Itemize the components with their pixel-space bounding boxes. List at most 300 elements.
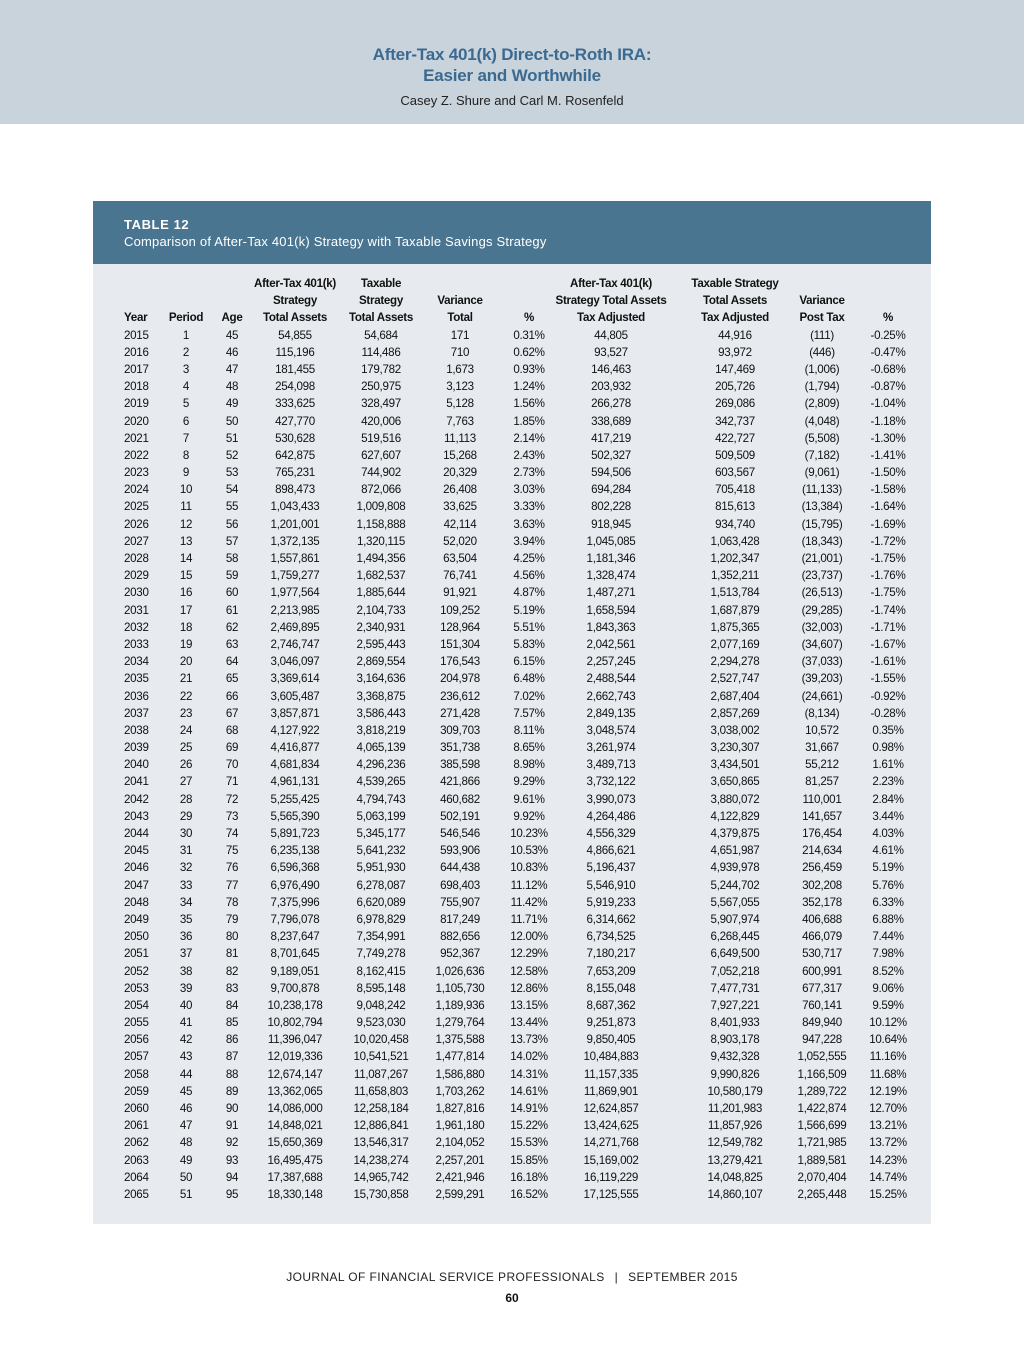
cell-post-tax-pct: 8.52% — [872, 964, 904, 978]
cell-variance-pct: 1.24% — [513, 380, 545, 394]
cell-age: 79 — [225, 912, 239, 926]
cell-taxable-tax-adjusted: 4,651,987 — [710, 844, 760, 858]
cell-age: 65 — [225, 672, 239, 686]
cell-age: 90 — [225, 1102, 239, 1115]
table-row — [93, 825, 931, 842]
cell-age: 72 — [225, 792, 239, 806]
cell-variance-pct: 14.02% — [510, 1050, 548, 1064]
cell-variance-pct: 13.15% — [510, 998, 548, 1012]
cell-taxable-tax-adjusted: 7,927,221 — [710, 998, 760, 1012]
cell-variance-total: 128,964 — [440, 620, 480, 634]
cell-variance-post-tax: (21,001) — [801, 552, 843, 565]
cell-age: 49 — [225, 397, 239, 411]
cell-variance-pct: 5.51% — [513, 620, 545, 634]
cell-after-tax-tax-adjusted: 13,424,625 — [583, 1119, 639, 1133]
cell-taxable-total-assets: 12,258,184 — [353, 1102, 409, 1115]
cell-variance-post-tax: (18,343) — [801, 534, 843, 548]
cell-taxable-total-assets: 2,104,733 — [356, 603, 406, 617]
cell-period: 11 — [180, 500, 192, 514]
cell-taxable-tax-adjusted: 1,687,879 — [710, 603, 760, 617]
cell-age: 95 — [225, 1187, 239, 1201]
cell-variance-post-tax: 110,001 — [802, 792, 842, 806]
cell-post-tax-pct: -0.25% — [870, 328, 906, 342]
cell-taxable-total-assets: 10,020,458 — [353, 1033, 409, 1047]
cell-taxable-tax-adjusted: 10,580,179 — [707, 1084, 763, 1098]
cell-period: 4 — [182, 380, 190, 394]
cell-after-tax-total-assets: 7,796,078 — [270, 912, 320, 926]
cell-variance-pct: 1.56% — [513, 397, 545, 411]
table-row — [93, 413, 931, 430]
cell-variance-pct: 6.48% — [513, 672, 545, 686]
cell-taxable-total-assets: 1,682,537 — [356, 569, 406, 583]
cell-variance-total: 1,703,262 — [435, 1084, 485, 1098]
cell-after-tax-tax-adjusted: 2,488,544 — [586, 672, 636, 686]
cell-post-tax-pct: 1.61% — [872, 758, 904, 772]
cell-period: 29 — [179, 809, 193, 823]
cell-variance-total: 2,257,201 — [435, 1153, 485, 1167]
cell-age: 84 — [225, 998, 239, 1012]
cell-taxable-tax-adjusted: 3,650,865 — [710, 775, 760, 789]
cell-after-tax-total-assets: 4,416,877 — [270, 741, 320, 755]
cell-taxable-total-assets: 420,006 — [361, 414, 401, 428]
cell-after-tax-total-assets: 2,469,895 — [270, 620, 320, 634]
table-row — [93, 653, 931, 670]
cell-variance-pct: 2.73% — [513, 466, 545, 480]
cell-after-tax-total-assets: 9,189,051 — [270, 964, 320, 978]
cell-taxable-tax-adjusted: 815,613 — [715, 500, 755, 514]
cell-year: 2021 — [124, 431, 149, 445]
cell-period: 51 — [179, 1187, 193, 1201]
cell-taxable-tax-adjusted: 8,903,178 — [710, 1033, 760, 1047]
cell-after-tax-tax-adjusted: 8,687,362 — [586, 998, 636, 1012]
cell-age: 91 — [225, 1119, 239, 1133]
cell-variance-pct: 8.11% — [513, 723, 545, 737]
cell-variance-total: 1,279,764 — [435, 1016, 485, 1030]
cell-year: 2064 — [124, 1170, 149, 1184]
cell-taxable-tax-adjusted: 2,077,169 — [710, 637, 760, 651]
cell-age: 83 — [225, 981, 239, 995]
cell-variance-total: 1,477,814 — [435, 1050, 485, 1064]
cell-after-tax-tax-adjusted: 694,284 — [591, 483, 631, 497]
cell-period: 42 — [179, 1033, 193, 1047]
cell-period: 17 — [179, 603, 193, 617]
cell-age: 52 — [225, 448, 239, 462]
cell-variance-total: 26,408 — [443, 483, 477, 497]
cell-variance-pct: 7.57% — [513, 706, 545, 720]
table-row — [93, 842, 931, 859]
data-table — [93, 275, 931, 1203]
cell-taxable-tax-adjusted: 2,687,404 — [710, 689, 760, 703]
cell-after-tax-tax-adjusted: 6,734,525 — [586, 930, 636, 944]
cell-taxable-tax-adjusted: 5,567,055 — [710, 895, 760, 909]
cell-after-tax-tax-adjusted: 502,327 — [591, 448, 631, 462]
cell-year: 2039 — [124, 741, 149, 755]
table-row — [93, 1066, 931, 1083]
cell-post-tax-pct: 5.19% — [872, 861, 904, 875]
cell-after-tax-tax-adjusted: 12,624,857 — [583, 1102, 639, 1115]
cell-period: 48 — [179, 1136, 193, 1150]
cell-after-tax-total-assets: 530,628 — [275, 431, 315, 445]
cell-after-tax-tax-adjusted: 1,328,474 — [586, 569, 636, 583]
cell-period: 3 — [182, 362, 190, 376]
cell-taxable-tax-adjusted: 4,122,829 — [710, 809, 760, 823]
cell-year: 2063 — [124, 1153, 149, 1167]
cell-period: 14 — [179, 552, 193, 565]
cell-year: 2027 — [124, 534, 149, 548]
cell-taxable-total-assets: 1,009,808 — [356, 500, 406, 514]
cell-year: 2029 — [124, 569, 149, 583]
cell-taxable-tax-adjusted: 5,244,702 — [710, 878, 760, 892]
cell-after-tax-tax-adjusted: 3,261,974 — [586, 741, 636, 755]
table-row — [93, 584, 931, 601]
cell-year: 2034 — [124, 655, 149, 669]
cell-variance-total: 20,329 — [443, 466, 477, 480]
cell-variance-total: 882,656 — [440, 930, 480, 944]
cell-year: 2051 — [124, 947, 149, 961]
cell-variance-post-tax: (4,048) — [804, 414, 840, 428]
column-header-variance-pct: % — [523, 311, 534, 325]
cell-taxable-tax-adjusted: 1,202,347 — [710, 552, 760, 565]
cell-after-tax-tax-adjusted: 2,849,135 — [586, 706, 636, 720]
cell-age: 67 — [225, 706, 239, 720]
cell-variance-pct: 4.56% — [513, 569, 545, 583]
table-row — [93, 395, 931, 412]
cell-variance-post-tax: (15,795) — [801, 517, 843, 531]
cell-post-tax-pct: 13.72% — [869, 1136, 907, 1150]
cell-variance-post-tax: (2,809) — [804, 397, 840, 411]
cell-period: 49 — [179, 1153, 193, 1167]
cell-period: 26 — [179, 758, 193, 772]
cell-variance-pct: 1.85% — [513, 414, 545, 428]
column-header-variance-post-tax: Post Tax — [799, 311, 845, 325]
cell-taxable-total-assets: 3,164,636 — [356, 672, 406, 686]
cell-taxable-total-assets: 6,278,087 — [356, 878, 406, 892]
cell-after-tax-tax-adjusted: 3,048,574 — [586, 723, 636, 737]
cell-period: 30 — [179, 827, 193, 840]
cell-variance-post-tax: 214,634 — [802, 844, 842, 858]
column-header-age: Age — [221, 311, 243, 325]
cell-after-tax-total-assets: 333,625 — [275, 397, 315, 411]
cell-year: 2037 — [124, 706, 149, 720]
cell-after-tax-total-assets: 8,701,645 — [270, 947, 320, 961]
table-row — [93, 1083, 931, 1100]
cell-period: 1 — [182, 328, 190, 342]
cell-year: 2018 — [124, 380, 149, 394]
cell-taxable-tax-adjusted: 3,230,307 — [710, 741, 760, 755]
cell-variance-total: 546,546 — [440, 827, 480, 840]
cell-after-tax-total-assets: 3,605,487 — [270, 689, 320, 703]
cell-variance-total: 15,268 — [443, 448, 477, 462]
cell-after-tax-total-assets: 3,046,097 — [270, 655, 320, 669]
cell-taxable-tax-adjusted: 2,857,269 — [710, 706, 760, 720]
cell-taxable-total-assets: 5,345,177 — [356, 827, 406, 840]
cell-age: 92 — [225, 1136, 239, 1150]
cell-after-tax-tax-adjusted: 4,556,329 — [586, 827, 636, 840]
table-caption: Comparison of After-Tax 401(k) Strategy with Taxable Savings Strategy — [124, 234, 547, 249]
cell-post-tax-pct: -0.47% — [870, 345, 906, 359]
cell-variance-pct: 8.98% — [513, 758, 545, 772]
table-row — [93, 516, 931, 533]
cell-after-tax-tax-adjusted: 44,805 — [594, 328, 628, 342]
column-header-variance-total: Total — [447, 311, 473, 325]
cell-taxable-total-assets: 4,296,236 — [356, 758, 406, 772]
cell-year: 2053 — [124, 981, 149, 995]
table-row — [93, 602, 931, 619]
cell-after-tax-tax-adjusted: 338,689 — [591, 414, 631, 428]
cell-age: 80 — [225, 930, 239, 944]
cell-year: 2049 — [124, 912, 149, 926]
cell-after-tax-total-assets: 2,213,985 — [270, 603, 320, 617]
table-header-row — [93, 275, 931, 292]
column-header-variance-total: Variance — [437, 294, 483, 308]
cell-year: 2043 — [124, 809, 149, 823]
cell-variance-total: 151,304 — [440, 637, 480, 651]
cell-after-tax-tax-adjusted: 5,919,233 — [586, 895, 636, 909]
cell-taxable-tax-adjusted: 11,201,983 — [707, 1102, 763, 1115]
cell-period: 12 — [179, 517, 193, 531]
cell-post-tax-pct: -1.71% — [870, 620, 906, 634]
cell-after-tax-tax-adjusted: 2,257,245 — [586, 655, 636, 669]
cell-after-tax-total-assets: 12,674,147 — [267, 1067, 323, 1081]
cell-taxable-tax-adjusted: 9,432,328 — [710, 1050, 760, 1064]
cell-after-tax-tax-adjusted: 11,157,335 — [583, 1067, 639, 1081]
cell-taxable-total-assets: 1,320,115 — [356, 534, 406, 548]
cell-variance-pct: 10.83% — [510, 861, 548, 875]
cell-variance-pct: 0.62% — [513, 345, 545, 359]
column-header-taxable-total-assets: Strategy — [359, 294, 403, 308]
cell-age: 87 — [225, 1050, 239, 1064]
cell-period: 18 — [179, 620, 193, 634]
cell-period: 27 — [179, 775, 193, 789]
cell-post-tax-pct: -1.04% — [870, 397, 906, 411]
cell-year: 2060 — [124, 1102, 149, 1115]
cell-variance-pct: 10.23% — [510, 827, 548, 840]
cell-year: 2057 — [124, 1050, 149, 1064]
cell-after-tax-total-assets: 6,596,368 — [270, 861, 320, 875]
cell-taxable-total-assets: 114,486 — [361, 345, 401, 359]
cell-variance-pct: 3.63% — [513, 517, 545, 531]
cell-variance-pct: 12.86% — [510, 981, 548, 995]
cell-taxable-tax-adjusted: 205,726 — [715, 380, 755, 394]
cell-taxable-total-assets: 5,951,930 — [356, 861, 406, 875]
table-row — [93, 945, 931, 962]
cell-variance-total: 1,189,936 — [435, 998, 485, 1012]
cell-post-tax-pct: -1.69% — [870, 517, 906, 531]
cell-taxable-tax-adjusted: 2,527,747 — [710, 672, 760, 686]
cell-year: 2019 — [124, 397, 149, 411]
cell-age: 78 — [225, 895, 239, 909]
cell-after-tax-total-assets: 54,855 — [278, 328, 312, 342]
cell-period: 24 — [179, 723, 193, 737]
column-header-period: Period — [168, 311, 204, 325]
cell-period: 38 — [179, 964, 193, 978]
cell-age: 46 — [225, 345, 239, 359]
cell-taxable-total-assets: 9,523,030 — [356, 1016, 406, 1030]
cell-post-tax-pct: 4.03% — [872, 827, 904, 840]
cell-age: 54 — [225, 483, 239, 497]
cell-variance-post-tax: 81,257 — [805, 775, 839, 789]
cell-age: 60 — [225, 586, 239, 600]
cell-variance-pct: 15.22% — [510, 1119, 548, 1133]
table-row — [93, 859, 931, 876]
cell-variance-pct: 5.83% — [513, 637, 545, 651]
cell-variance-pct: 9.92% — [513, 809, 545, 823]
cell-taxable-total-assets: 11,658,803 — [353, 1084, 409, 1098]
cell-variance-total: 710 — [450, 345, 470, 359]
cell-variance-total: 1,105,730 — [435, 981, 485, 995]
cell-taxable-total-assets: 9,048,242 — [356, 998, 406, 1012]
cell-period: 16 — [179, 586, 193, 600]
cell-post-tax-pct: -1.75% — [870, 586, 906, 600]
cell-post-tax-pct: 0.35% — [872, 723, 904, 737]
table-label: TABLE 12 — [124, 217, 190, 232]
cell-age: 70 — [225, 758, 239, 772]
cell-after-tax-tax-adjusted: 1,181,346 — [586, 552, 636, 565]
cell-taxable-total-assets: 328,497 — [361, 397, 401, 411]
cell-taxable-tax-adjusted: 422,727 — [715, 431, 755, 445]
cell-period: 31 — [179, 844, 193, 858]
cell-post-tax-pct: 11.68% — [869, 1067, 907, 1081]
cell-age: 74 — [225, 827, 239, 840]
cell-variance-pct: 6.15% — [513, 655, 545, 669]
footer-journal-line — [0, 1270, 1024, 1284]
cell-period: 10 — [179, 483, 193, 497]
cell-after-tax-total-assets: 765,231 — [275, 466, 315, 480]
cell-variance-post-tax: 256,459 — [802, 861, 842, 875]
cell-variance-pct: 15.53% — [510, 1136, 548, 1150]
table-row — [93, 773, 931, 790]
cell-post-tax-pct: 12.70% — [869, 1102, 907, 1115]
column-header-taxable-tax-adjusted: Taxable Strategy — [691, 277, 779, 290]
article-title-line-2: Easier and Worthwhile — [423, 66, 601, 85]
cell-age: 89 — [225, 1084, 239, 1098]
cell-variance-post-tax: 302,208 — [802, 878, 842, 892]
table-row — [93, 636, 931, 653]
cell-variance-pct: 8.65% — [513, 741, 545, 755]
cell-age: 63 — [225, 637, 239, 651]
cell-after-tax-tax-adjusted: 16,119,229 — [583, 1170, 639, 1184]
cell-post-tax-pct: 10.12% — [869, 1016, 907, 1030]
cell-variance-total: 2,104,052 — [435, 1136, 485, 1150]
cell-age: 82 — [225, 964, 239, 978]
cell-variance-total: 755,907 — [440, 895, 480, 909]
cell-age: 45 — [225, 328, 239, 342]
cell-post-tax-pct: -1.75% — [870, 552, 906, 565]
cell-year: 2022 — [124, 448, 149, 462]
cell-taxable-tax-adjusted: 3,434,501 — [710, 758, 760, 772]
cell-after-tax-total-assets: 4,681,834 — [270, 758, 320, 772]
cell-after-tax-tax-adjusted: 146,463 — [591, 362, 631, 376]
cell-age: 62 — [225, 620, 239, 634]
cell-age: 93 — [225, 1153, 239, 1167]
table-row — [93, 1169, 931, 1186]
cell-variance-total: 1,375,588 — [435, 1033, 485, 1047]
cell-taxable-tax-adjusted: 7,477,731 — [710, 981, 760, 995]
table-row — [93, 1134, 931, 1151]
cell-year: 2017 — [124, 362, 149, 376]
table-row — [93, 688, 931, 705]
column-header-taxable-total-assets: Total Assets — [348, 311, 414, 325]
cell-year: 2033 — [124, 637, 149, 651]
cell-period: 41 — [179, 1016, 193, 1030]
cell-variance-post-tax: 406,688 — [802, 912, 842, 926]
cell-taxable-total-assets: 54,684 — [364, 328, 398, 342]
cell-period: 33 — [179, 878, 193, 892]
cell-taxable-tax-adjusted: 705,418 — [715, 483, 755, 497]
cell-variance-total: 33,625 — [443, 500, 477, 514]
cell-taxable-tax-adjusted: 1,875,365 — [710, 620, 760, 634]
cell-period: 13 — [179, 534, 193, 548]
cell-post-tax-pct: -1.18% — [870, 414, 906, 428]
cell-variance-total: 63,504 — [443, 552, 477, 565]
cell-post-tax-pct: -0.87% — [870, 380, 906, 394]
cell-taxable-total-assets: 6,978,829 — [356, 912, 406, 926]
cell-after-tax-tax-adjusted: 1,487,271 — [586, 586, 636, 600]
cell-taxable-total-assets: 10,541,521 — [353, 1050, 409, 1064]
cell-year: 2061 — [124, 1119, 149, 1133]
cell-post-tax-pct: -1.76% — [870, 569, 906, 583]
cell-taxable-total-assets: 6,620,089 — [356, 895, 406, 909]
table-row — [93, 550, 931, 567]
cell-variance-total: 2,421,946 — [435, 1170, 485, 1184]
cell-variance-pct: 14.61% — [510, 1084, 548, 1098]
cell-variance-pct: 2.43% — [513, 448, 545, 462]
cell-after-tax-tax-adjusted: 3,990,073 — [586, 792, 636, 806]
cell-age: 47 — [225, 362, 239, 376]
cell-year: 2040 — [124, 758, 149, 772]
cell-age: 51 — [225, 431, 239, 445]
cell-age: 59 — [225, 569, 239, 583]
cell-taxable-tax-adjusted: 934,740 — [715, 517, 755, 531]
cell-post-tax-pct: 13.21% — [869, 1119, 907, 1133]
cell-variance-total: 593,906 — [440, 844, 480, 858]
cell-taxable-total-assets: 250,975 — [361, 380, 401, 394]
cell-variance-pct: 11.12% — [510, 878, 548, 892]
column-header-after-tax-total-assets: Strategy — [273, 294, 317, 308]
cell-year: 2065 — [124, 1187, 149, 1201]
cell-after-tax-total-assets: 5,891,723 — [270, 827, 320, 840]
cell-post-tax-pct: 10.64% — [869, 1033, 907, 1047]
cell-year: 2020 — [124, 414, 149, 428]
cell-after-tax-total-assets: 2,746,747 — [270, 637, 320, 651]
cell-variance-post-tax: 10,572 — [805, 723, 839, 737]
cell-variance-post-tax: 1,889,581 — [797, 1153, 847, 1167]
cell-after-tax-total-assets: 4,961,131 — [270, 775, 320, 789]
cell-age: 81 — [225, 947, 239, 961]
table-row — [93, 567, 931, 584]
cell-after-tax-total-assets: 10,238,178 — [267, 998, 323, 1012]
cell-after-tax-total-assets: 1,372,135 — [270, 534, 320, 548]
cell-variance-post-tax: 466,079 — [802, 930, 842, 944]
cell-taxable-tax-adjusted: 11,857,926 — [707, 1119, 763, 1133]
page-number: 60 — [505, 1291, 519, 1305]
cell-variance-total: 42,114 — [443, 517, 477, 531]
table-row — [93, 894, 931, 911]
cell-variance-post-tax: (39,203) — [801, 672, 843, 686]
cell-variance-post-tax: (23,737) — [801, 569, 843, 583]
cell-variance-pct: 15.85% — [510, 1153, 548, 1167]
cell-post-tax-pct: -1.30% — [870, 431, 906, 445]
cell-after-tax-total-assets: 8,237,647 — [270, 930, 320, 944]
cell-after-tax-tax-adjusted: 594,506 — [591, 466, 631, 480]
cell-after-tax-total-assets: 898,473 — [275, 483, 315, 497]
cell-post-tax-pct: 6.88% — [872, 912, 904, 926]
cell-period: 36 — [179, 930, 193, 944]
cell-taxable-total-assets: 12,886,841 — [353, 1119, 409, 1133]
table-row — [93, 1014, 931, 1031]
cell-year: 2023 — [124, 466, 149, 480]
cell-age: 86 — [225, 1033, 239, 1047]
